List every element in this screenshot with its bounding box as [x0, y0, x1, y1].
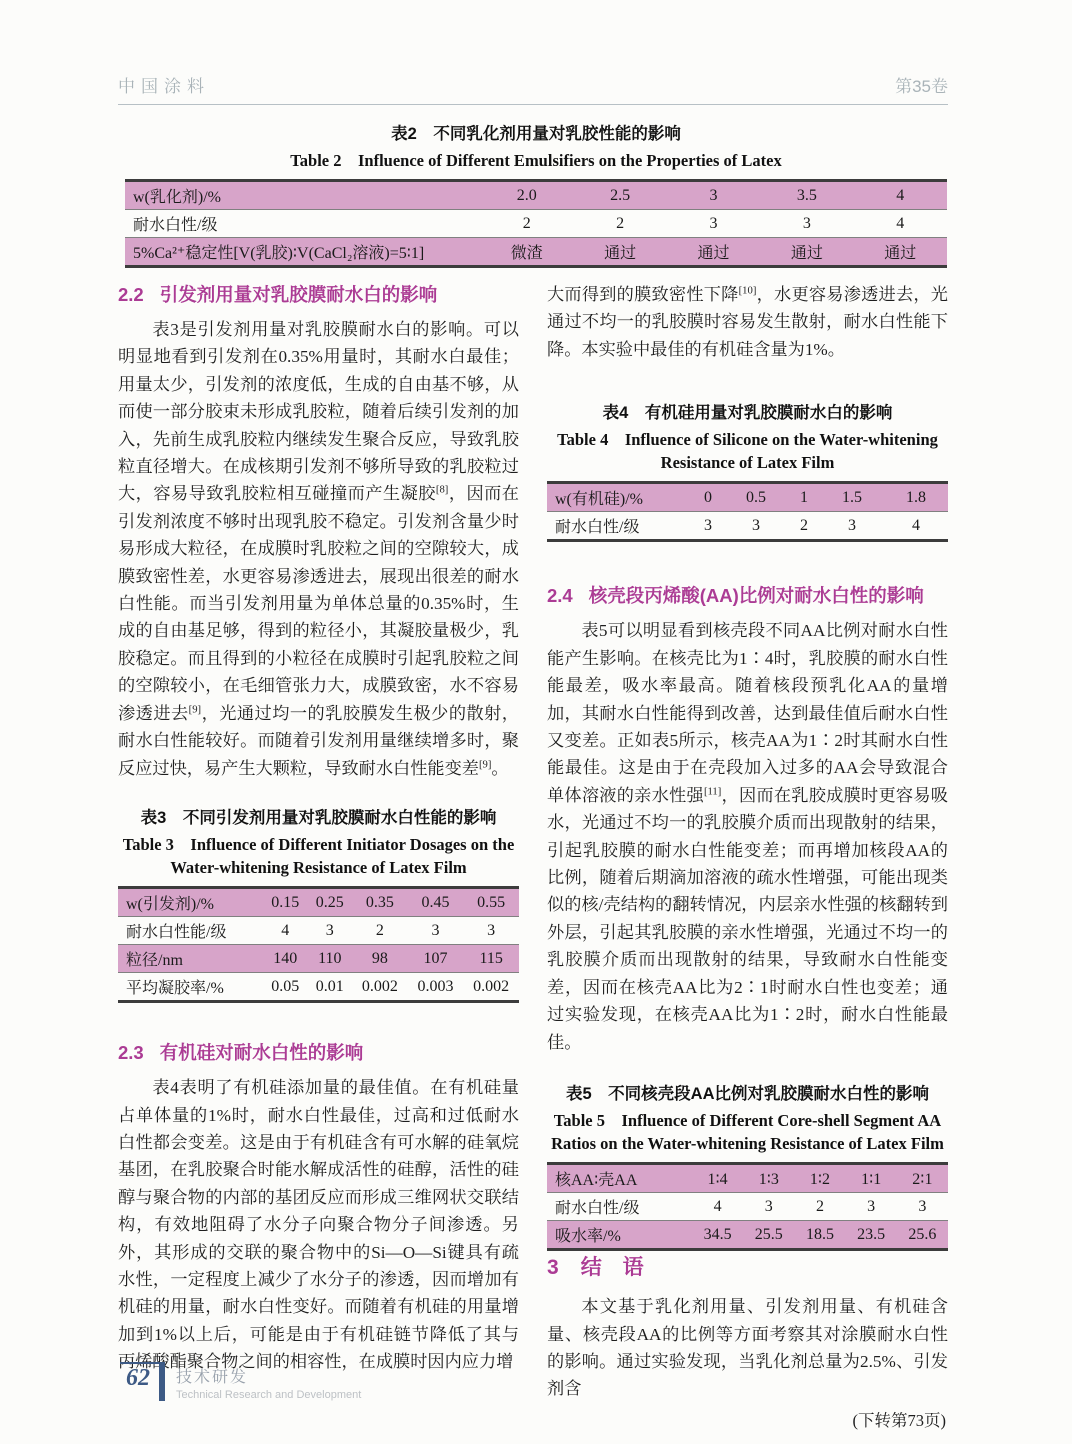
cell: 0	[704, 488, 712, 506]
cell: 34.5	[692, 1221, 743, 1250]
row-label: w(有机硅)/%	[555, 491, 643, 509]
cell: 0.55	[477, 893, 506, 911]
paragraph: 表3是引发剂用量对乳胶膜耐水白的影响。可以明显地看到引发剂在0.35%用量时，其耐水白最佳；用量太少，引发剂的浓度低，生成的自由基不够，从而使一部分胶束未形成乳胶粒，随着后续引发剂的加入，先前生成乳胶粒内继续发生聚合反应，导致乳胶粒直径增大。在成核期引发剂不够所导致的乳胶粒过大，容易导致乳胶粒相互碰撞而产生凝胶[8]，因而在引发剂浓度不够时出现乳胶不稳定。引发剂含量少时易形成大粒径，在成膜时乳胶粒之间的空隙较大，成膜致密性差，水更容易渗透进去，展现出很差的耐水白性能。而当引发剂用量为单体总量的0.35%时，生成的自由基足够，得到的粒径小，其凝胶量极少，乳胶稳定。而且得到的小粒径在成膜时引起乳胶粒之间的空隙较小，在毛细管张力大，成膜致密，水不容易渗透进去[9]，光通过均一的乳胶膜发生极少的散射，耐水白性能较好。而随着引发剂用量继续增多时，聚反应过快，易产生大颗粒，导致耐水白性能变差[9]。	[118, 320, 519, 778]
cell: 3	[897, 1193, 948, 1221]
table-2	[125, 179, 947, 268]
cell: 4	[854, 210, 947, 238]
cell: 4	[896, 186, 905, 204]
section-heading-3	[547, 1251, 948, 1281]
journal-name: 中国涂料	[118, 77, 210, 96]
table-row	[125, 181, 947, 210]
table-3-block	[118, 804, 519, 1003]
cell: 3	[743, 1193, 794, 1221]
table-5	[547, 1162, 948, 1251]
cell: 2	[352, 917, 408, 945]
table-5-caption-zh: 表5 不同核壳段AA比例对乳胶膜耐水白性的影响	[565, 1084, 929, 1103]
row-label: w(引发剂)/%	[126, 896, 214, 914]
row-label: 平均凝胶率/%	[118, 973, 263, 1002]
row-label: 耐水白性能/级	[118, 917, 263, 945]
cell: 0.5	[746, 488, 766, 506]
cell: 3	[820, 512, 884, 541]
table-row	[118, 945, 519, 973]
cell: 2.5	[610, 186, 631, 204]
cell: 2	[788, 512, 820, 541]
cell: 2	[794, 1193, 845, 1221]
cell: 3	[709, 186, 718, 204]
table-4-block	[547, 399, 948, 542]
right-column	[547, 281, 948, 1431]
table-5-caption-en: Table 5 Influence of Different Core-shell Segment AA Ratios on the Water-whitening Resistance of Latex Film	[551, 1110, 944, 1153]
cell: 2	[573, 210, 666, 238]
row-label: 耐水白性/级	[547, 1193, 692, 1221]
paragraph: 表5可以明显看到核壳段不同AA比例对耐水白性能产生影响。在核壳比为1∶4时，乳胶膜的耐水白性能最差，吸水率最高。随着核段预乳化AA的量增加，其耐水白性能得到改善，达到最佳值后耐水白性又变差。正如表5所示，核壳AA为1∶2时其耐水白性能最佳。这是由于在壳段加入过多的AA会导致混合单体溶液的亲水性强[11]，因而在乳胶成膜时更容易吸水，光通过不均一的乳胶膜介质而出现散射的结果，引起乳胶膜的耐水白性能变差；而再增加核段AA的比例，随着后期滴加溶液的疏水性增强，可能出现类似的核/壳结构的翻转情况，内层亲水性强的核翻转到外层，引起其乳胶膜的亲水性增强，光通过不均一的乳胶膜介质而出现散射的结果，导致耐水白性能变差，因而在核壳AA比为2∶1时耐水白性也变差；通过实验发现，在核壳AA比为1∶2时，耐水白性能最佳。	[547, 621, 948, 1052]
table-2-caption-zh: 表2 不同乳化剂用量对乳胶性能的影响	[391, 125, 681, 143]
cell: 3.5	[796, 186, 817, 204]
cell: 1∶2	[809, 1170, 831, 1188]
section-number: 2.3	[118, 1042, 144, 1064]
table-4-caption-zh: 表4 有机硅用量对乳胶膜耐水白的影响	[602, 404, 893, 423]
cell: 1∶3	[758, 1170, 779, 1188]
cell: 107	[408, 945, 464, 973]
table-3	[118, 886, 519, 1003]
cell: 1∶4	[707, 1170, 728, 1188]
section-heading-2-3	[118, 1039, 519, 1065]
cell: 25.5	[743, 1221, 794, 1250]
cell: 通过	[573, 238, 666, 267]
cell: 110	[308, 945, 353, 973]
cell: 25.6	[897, 1221, 948, 1250]
cell: 3	[692, 512, 724, 541]
cell: 18.5	[794, 1221, 845, 1250]
table-4	[547, 481, 948, 542]
table-4-caption-en: Table 4 Influence of Silicone on the Water-whitening Resistance of Latex Film	[557, 430, 938, 473]
table-5-block	[547, 1080, 948, 1251]
cell: 1.5	[842, 488, 862, 506]
section-title: 结 语	[580, 1256, 644, 1280]
cell: 3	[724, 512, 788, 541]
cell: 3	[408, 917, 464, 945]
cell: 3	[846, 1193, 897, 1221]
cell: 3	[308, 917, 353, 945]
table-row	[125, 238, 947, 267]
cell: 微渣	[480, 238, 573, 267]
page-footer	[120, 1362, 361, 1401]
cell: 2∶1	[912, 1170, 933, 1188]
table-row	[547, 1193, 948, 1221]
section-number: 3	[547, 1256, 559, 1280]
paragraph: 大而得到的膜致密性下降[10]，水更容易渗透进去，光通过不均一的乳胶膜时容易发生散射，耐水白性能下降。本实验中最佳的有机硅含量为1%。	[547, 285, 948, 359]
table-row	[118, 917, 519, 945]
table-row	[547, 512, 948, 541]
table-2-block	[125, 120, 947, 268]
table-3-caption-en: Table 3 Influence of Different Initiator Dosages on the Water-whitening Resistance of Latex Film	[122, 834, 515, 877]
section-number: 2.2	[118, 284, 144, 305]
section-title: 引发剂用量对乳胶膜耐水白的影响	[159, 284, 438, 305]
table-row	[547, 483, 948, 512]
section-title: 核壳段丙烯酸(AA)比例对耐水白性的影响	[588, 585, 924, 607]
cell: 0.45	[421, 893, 450, 911]
row-label: 吸水率/%	[547, 1221, 692, 1250]
cell: 3	[667, 210, 760, 238]
running-head	[118, 72, 948, 105]
page-number: 62	[126, 1365, 150, 1391]
row-label: 核AA∶壳AA	[555, 1172, 638, 1190]
paragraph: 本文基于乳化剂用量、引发剂用量、有机硅含量、核壳段AA的比例等方面考察其对涂膜耐水白性的影响。通过实验发现，当乳化剂总量为2.5%、引发剂含	[547, 1297, 948, 1399]
continued-note: (下转第73页)	[852, 1410, 946, 1430]
cell: 0.35	[365, 893, 394, 911]
row-label: 5%Ca²⁺稳定性[V(乳胶)∶V(CaCl₂溶液)=5∶1]	[125, 238, 480, 267]
cell: 通过	[760, 238, 853, 267]
section-title: 有机硅对耐水白性的影响	[159, 1042, 364, 1064]
cell: 98	[352, 945, 408, 973]
cell: 0.01	[308, 973, 353, 1002]
row-label: 粒径/nm	[118, 945, 263, 973]
section-number: 2.4	[547, 585, 573, 607]
table-row	[547, 1221, 948, 1250]
cell: 1.8	[906, 488, 926, 506]
table-row	[547, 1164, 948, 1193]
table-row	[125, 210, 947, 238]
cell: 1	[800, 488, 808, 506]
cell: 140	[263, 945, 308, 973]
cell: 0.002	[352, 973, 408, 1002]
cell: 3	[463, 917, 519, 945]
cell: 通过	[667, 238, 760, 267]
table-row	[118, 888, 519, 917]
cell: 0.15	[271, 893, 300, 911]
cell: 4	[884, 512, 948, 541]
cell: 4	[692, 1193, 743, 1221]
body-columns	[118, 281, 948, 1431]
table-row	[118, 973, 519, 1002]
cell: 0.05	[263, 973, 308, 1002]
cell: 0.25	[315, 893, 344, 911]
table-2-caption-en: Table 2 Influence of Different Emulsifiers on the Properties of Latex	[290, 151, 782, 170]
cell: 0.002	[463, 973, 519, 1002]
volume-number: 第35卷	[895, 77, 948, 96]
cell: 4	[263, 917, 308, 945]
section-heading-2-4	[547, 582, 948, 608]
cell: 1∶1	[861, 1170, 882, 1188]
cell: 3	[760, 210, 853, 238]
section-heading-2-2	[118, 281, 519, 307]
footer-section-zh: 技术研发	[176, 1369, 249, 1386]
table-3-caption-zh: 表3 不同引发剂用量对乳胶膜耐水白性能的影响	[140, 808, 497, 827]
row-label: 耐水白性/级	[547, 512, 692, 541]
row-label: 耐水白性/级	[125, 210, 480, 238]
cell: 2	[480, 210, 573, 238]
left-column	[118, 281, 519, 1431]
cell: 115	[463, 945, 519, 973]
cell: 0.003	[408, 973, 464, 1002]
footer-section-en: Technical Research and Development	[176, 1389, 362, 1401]
cell: 通过	[854, 238, 947, 267]
row-label: w(乳化剂)/%	[133, 189, 221, 207]
footer-section-labels	[176, 1362, 361, 1401]
cell: 23.5	[846, 1221, 897, 1250]
cell: 2.0	[516, 186, 537, 204]
page-number-box	[120, 1362, 165, 1401]
paragraph: 表4表明了有机硅添加量的最佳值。在有机硅量占单体量的1%时，耐水白性最佳，过高和过低耐水白性都会变差。这是由于有机硅含有可水解的硅氧烷基团，在乳胶聚合时能水解成活性的硅醇，活性的硅醇与聚合物的内部的基团反应而形成三维网状交联结构，有效地阻碍了水分子向聚合物分子间渗透。另外，其形成的交联的聚合物中的Si—O—Si键具有疏水性，一定程度上减少了水分子的渗透，因而增加有机硅的用量，耐水白性变好。而随着有机硅的用量增加到1%以上后，可能是由于有机硅链节降低了其与丙烯酸酯聚合物之间的相容性，在成膜时因内应力增	[118, 1078, 519, 1372]
